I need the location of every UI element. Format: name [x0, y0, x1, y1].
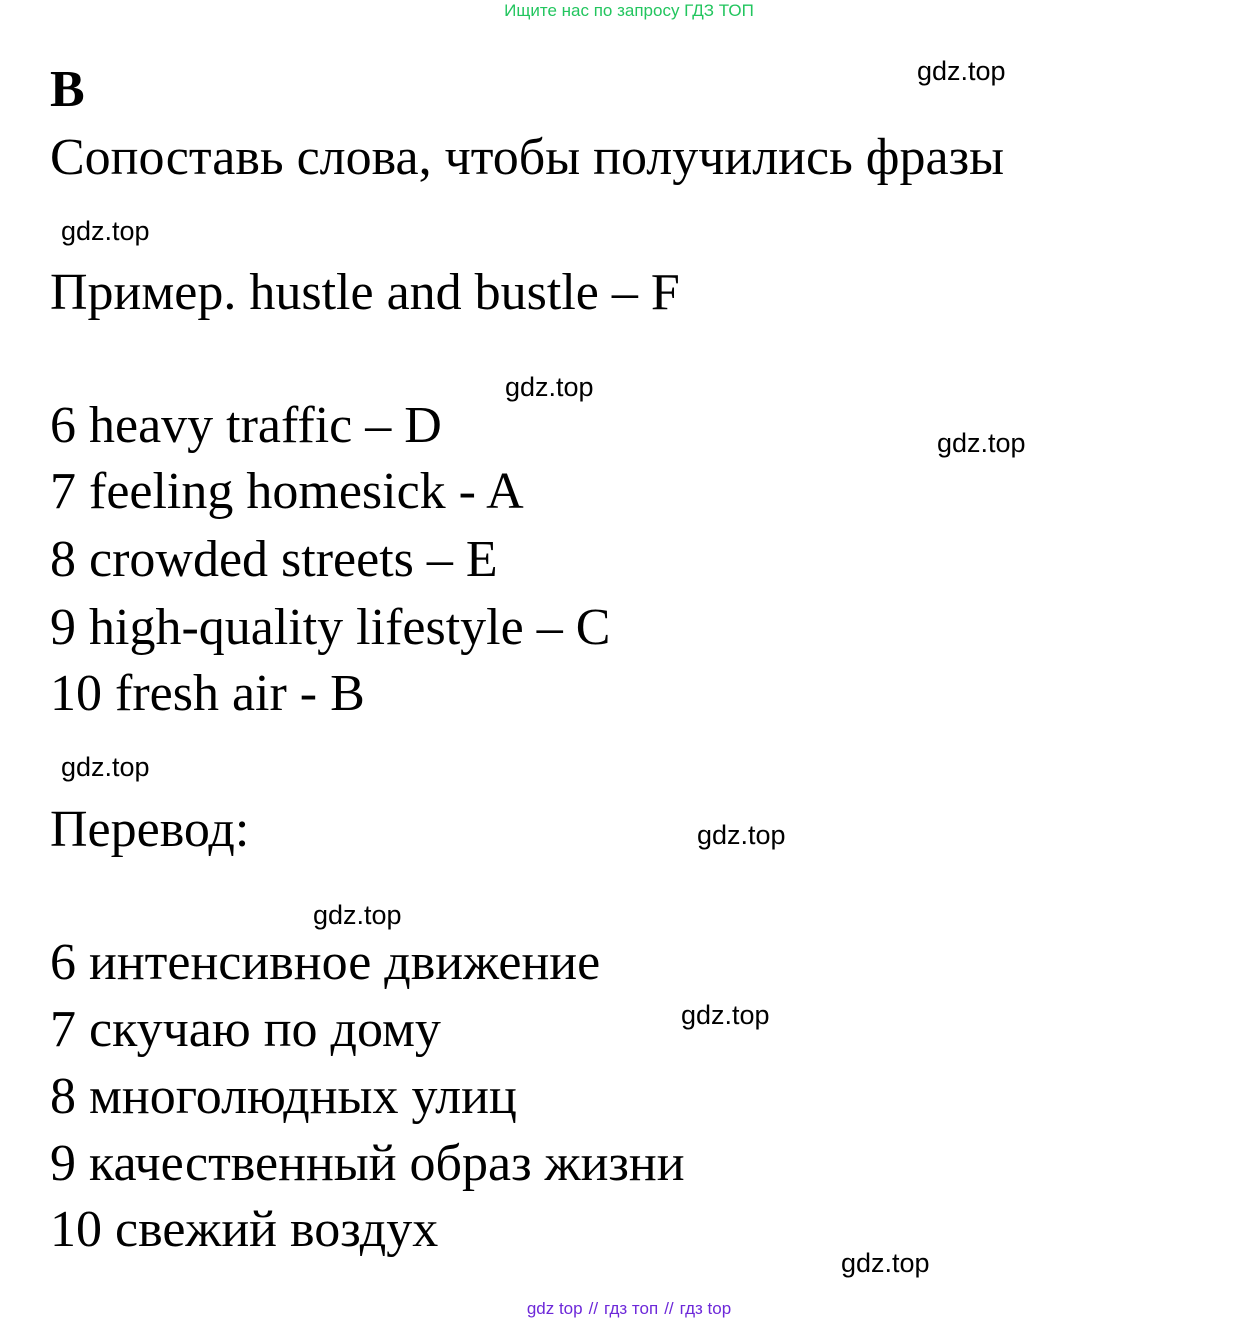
- search-banner: Ищите нас по запросу ГДЗ ТОП: [504, 1, 754, 20]
- translation-line: 7 скучаю по дому: [50, 1001, 441, 1058]
- example-text: Пример. hustle and bustle – F: [50, 264, 680, 321]
- translation-line: 10 свежий воздух: [50, 1201, 439, 1258]
- watermark: gdz.top: [681, 1000, 770, 1030]
- answer-line: 7 feeling homesick - A: [50, 463, 524, 520]
- answer-line: 10 fresh air - B: [50, 665, 365, 722]
- watermark: gdz.top: [917, 56, 1006, 86]
- translation-heading: Перевод:: [50, 801, 250, 858]
- watermark: gdz.top: [841, 1248, 930, 1278]
- translation-line: 8 многолюдных улиц: [50, 1068, 517, 1125]
- watermark: gdz.top: [61, 216, 150, 246]
- footer-link[interactable]: гдз top: [679, 1299, 732, 1318]
- footer-separator: //: [664, 1299, 674, 1318]
- footer-link[interactable]: гдз топ: [604, 1299, 659, 1318]
- answer-line: 8 crowded streets – E: [50, 531, 498, 588]
- watermark: gdz.top: [61, 752, 150, 782]
- watermark: gdz.top: [937, 428, 1026, 458]
- exercise-letter: B: [50, 61, 85, 118]
- watermark: gdz.top: [313, 900, 402, 930]
- footer-links: [0, 1298, 1258, 1320]
- answer-line: 9 high-quality lifestyle – C: [50, 599, 611, 656]
- answer-line: 6 heavy traffic – D: [50, 397, 442, 454]
- watermark: gdz.top: [697, 820, 786, 850]
- instruction-text: Сопоставь слова, чтобы получились фразы: [50, 129, 1005, 186]
- footer-separator: //: [588, 1299, 599, 1318]
- translation-line: 6 интенсивное движение: [50, 934, 601, 991]
- watermark: gdz.top: [505, 372, 594, 402]
- translation-line: 9 качественный образ жизни: [50, 1135, 685, 1192]
- footer-link[interactable]: gdz top: [526, 1299, 583, 1318]
